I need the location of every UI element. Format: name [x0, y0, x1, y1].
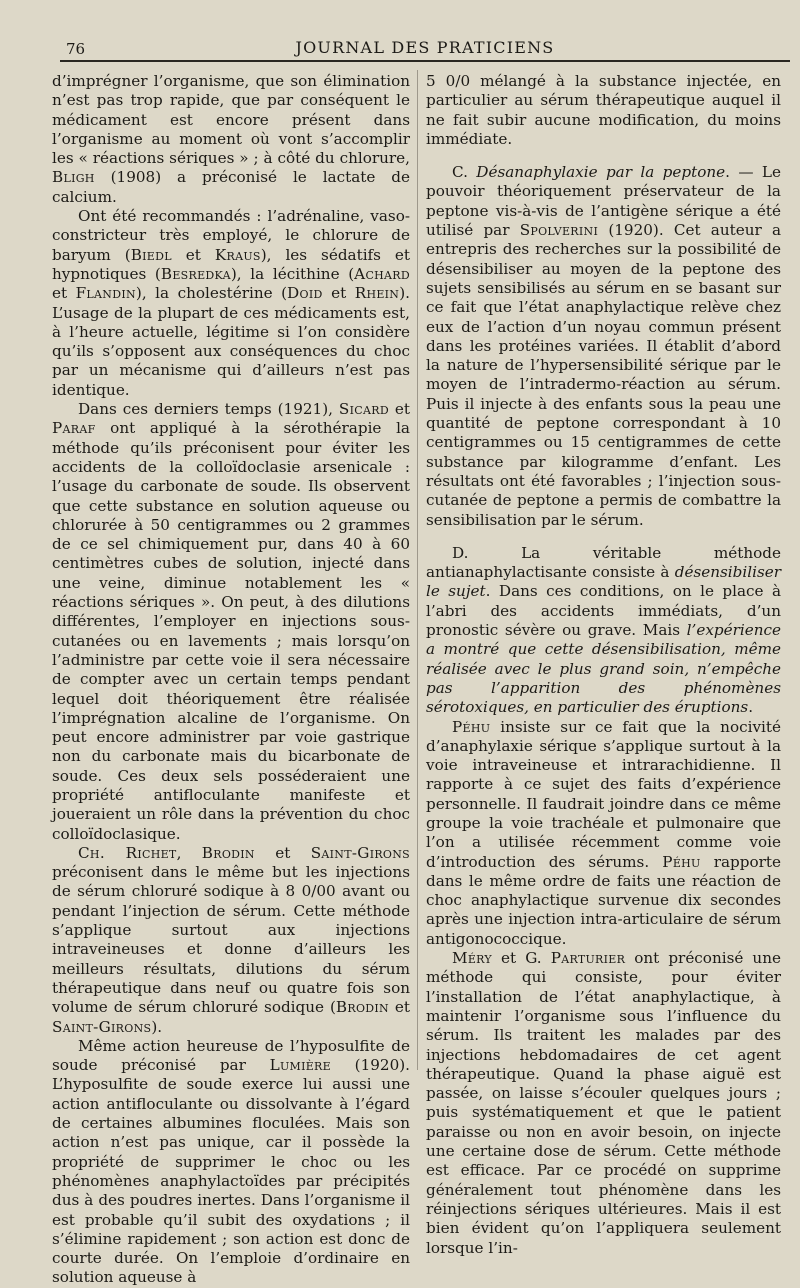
paragraph: Ont été recommandés : l’adrénaline, vaso-constricteur très employé, le chlorure de baryum (Biedl et Kraus), les sédatifs et hypnotiques (Besredka), la lécithine (Achard et Flandin), la cholestérine (Doid et Rhein). L’usage de la plupart de ces médicaments est, à l’heure actuelle, légitime si l’on considère qu’ils s’opposent aux conséquences du choc par un mécanisme qui d’ailleurs n’est pas identique.: [52, 207, 411, 399]
journal-title: JOURNAL DES PRATICIENS: [295, 38, 555, 57]
paragraph: d’imprégner l’organisme, que son élimination n’est pas trop rapide, que par conséquent le médicament est encore présent dans l’organisme au moment où vont s’accomplir les « réactions sériques » ; à côté du chlorure, Bligh (1908) a préconisé le lactate de calcium.: [52, 72, 410, 206]
left-column: [52, 72, 411, 1287]
column-divider: [417, 70, 418, 1070]
paragraph: Ch. Richet, Brodin et Saint-Girons préconisent dans le même but les injections de sérum chloruré sodique à 8 0/00 avant ou pendant l’injection de sérum. Cette méthode s’applique surtout aux injections intraveineuses et donne d’ailleurs les meilleurs résultats, dilutions du sérum thérapeutique dans neuf ou quatre fois son volume de sérum chloruré sodique (Brodin et Saint-Girons).: [52, 843, 411, 1036]
page-number: 76: [66, 40, 86, 58]
paragraph: D. La véritable méthode antianaphylactisante consiste à désensibiliser le sujet. Dans ces conditions, on le place à l’abri des accidents immédiats, d’un pronostic sévère ou grave. Mais l’expérience a montré que cette désensibilisation, même réalisée avec le plus grand soin, n’empêche pas l’apparition des phénomènes sérotoxiques, en particulier des éruptions.: [426, 543, 781, 717]
paragraph: Méry et G. Parturier ont préconisé une méthode qui consiste, pour éviter l’installation de l’état anaphylactique, à maintenir l’organisme sous l’influence du sérum. Ils traitent les malades par des injections hebdomadaires de cet agent thérapeutique. Quand la phase aiguë est passée, on laisse s’écouler quelques jours ; puis systématiquement et que le patient paraisse ou non en avoir besoin, on injecte une certaine dose de sérum. Cette méthode est efficace. Par ce procédé on supprime généralement tout phénomène dans les réinjections sériques ultérieures. Mais il est bien évident qu’on l’appliquera seulement lorsque l’in-: [426, 949, 781, 1257]
page-header: [60, 38, 790, 60]
paragraph: Même action heureuse de l’hyposulfite de soude préconisé par Lumière (1920). L’hyposulfite de soude exerce lui aussi une action antifloculante ou dissolvante à l’égard de certaines albumines floculées. Mais son action n’est pas unique, car il possède la propriété de supprimer le choc ou les phénomènes anaphylactoïdes par précipités dus à des poudres inertes. Dans l’organisme il est probable qu’il subit des oxydations ; il s’élimine rapidement ; son action est donc de courte durée. On l’emploie d’ordinaire en solution aqueuse à: [52, 1036, 410, 1287]
paragraph: Dans ces derniers temps (1921), Sicard et Paraf ont appliqué à la sérothérapie la méthode qu’ils préconisent pour éviter les accidents de la colloïdoclasie arsenicale : l’usage du carbonate de soude. Ils observent que cette substance en solution aqueuse ou chlorurée à 50 centigrammes ou 2 grammes de ce sel chimiquement pur, dans 40 à 60 centimètres cubes de solution, injecté dans une veine, diminue notablement les « réactions sériques ». On peut, à des dilutions différentes, l’employer en injections sous-cutanées ou en lavements ; mais lorsqu’on l’administre par cette voie il sera nécessaire de compter avec un certain temps pendant lequel doit théoriquement être réalisée l’imprégnation alcaline de l’organisme. On peut encore administrer par voie gastrique non du carbonate mais du bicarbonate de soude. Ces deux sels posséderaient une propriété antifloculante manifeste et joueraient un rôle dans la prévention du choc colloïdoclasique.: [52, 400, 410, 843]
right-column: [426, 72, 782, 1257]
paragraph: 5 0/0 mélangé à la substance injectée, en particulier au sérum thérapeutique auquel il ne fait subir aucune modification, du moins immédiate.: [426, 72, 781, 148]
paragraph: C. Désanaphylaxie par la peptone. — Le pouvoir théoriquement préservateur de la peptone vis-à-vis de l’antigène sérique a été utilisé par Spolverini (1920). Cet auteur a entrepris des recherches sur la possibilité de désensibiliser au moyen de la peptone des sujets sensibilisés au sérum en se basant sur ce fait que l’état anaphylactique relève chez eux de l’action d’un noyau commun présent dans les protéines variées. Il établit d’abord la nature de l’hypersensibilité sérique par le moyen de l’intradermo-réaction au sérum. Puis il injecte à des enfants sous la peau une quantité de peptone correspondant à 10 centigrammes ou 15 centigrammes de cette substance par kilogramme d’enfant. Les résultats ont été favorables ; l’injection sous-cutanée de peptone a permis de combattre la sensibilisation par le sérum.: [426, 163, 782, 529]
paragraph: Péhu insiste sur ce fait que la nocivité d’anaphylaxie sérique s’applique surtout à la voie intraveineuse et intrarachidienne. Il rapporte à ce sujet des faits d’expérience personnelle. Il faudrait joindre dans ce même groupe la voie trachéale et pulmonaire que l’on a utilisée récemment comme voie d’introduction des sérums. Péhu rapporte dans le même ordre de faits une réaction de choc anaphylactique survenue dix secondes après une injection intra-articulaire de sérum antigonococcique.: [426, 717, 781, 948]
header-rule: [60, 60, 790, 62]
